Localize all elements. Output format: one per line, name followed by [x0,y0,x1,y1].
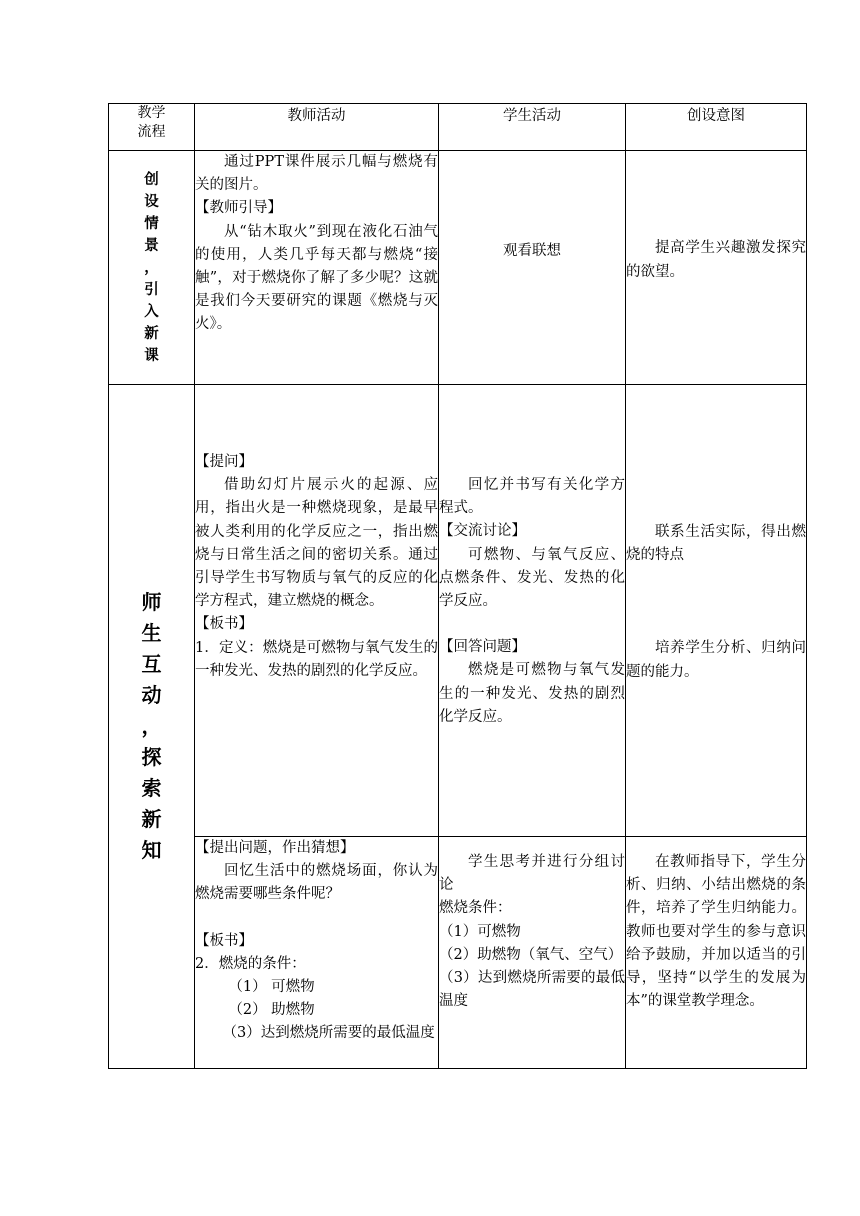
intent-text: 提高学生兴趣激发探究的欲望。 [626,240,806,280]
stage-char: 新 [144,325,159,342]
header-teacher: 教师活动 [195,104,439,151]
intent-text: 在教师指导下，学生分析、归纳、小结出燃烧的条件，培养了学生归纳能力。教师也要对学生的参与意识给予鼓励，并加以适当的引导，坚持“以学生的发展为本”的课堂教学理念。 [626,854,806,1010]
stage-char: ， [141,714,162,738]
student-tag: 【回答问题】 [439,639,526,656]
teacher-activity-conditions [195,837,439,1069]
teacher-text: 借助幻灯片展示火的起源、应用，指出火是一种燃烧现象，是最早被人类利用的化学反应之一，指出燃烧与日常生活之间的密切关系。通过引导学生书写物质与氧气的反应的化学方程式，建立燃烧的概念。 [195,477,438,610]
stage-label-intro [109,151,195,385]
stage-char: 知 [141,838,162,862]
teacher-text: 2．燃烧的条件： [195,955,306,972]
teacher-tag: 【板书】 [195,932,253,949]
student-tag: 【交流讨论】 [439,523,526,540]
stage-char: 引 [144,281,159,298]
teacher-tag: 【提出问题，作出猜想】 [195,840,355,856]
stage-char: 索 [141,776,162,800]
stage-char: 设 [144,193,159,210]
student-text: 回忆并书写有关化学方程式。 [439,477,625,517]
stage-char: 师 [141,590,162,614]
condition-item: （1） 可燃物 [228,979,315,996]
section2-row-1 [109,385,807,837]
stage-char: 景 [144,237,159,254]
stage-char: 入 [144,303,159,320]
condition-item: （2） 助燃物 [228,1002,315,1019]
teacher-text: 回忆生活中的燃烧场面，你认为燃烧需要哪些条件呢？ [195,863,438,903]
condition-item: （3）达到燃烧所需要的最低温度 [439,970,625,1010]
lesson-plan-table [108,103,807,1069]
teacher-tag: 【教师引导】 [195,200,282,217]
section1-row [109,151,807,385]
student-text: 燃烧条件： [439,900,512,917]
condition-item: （1）可燃物 [439,923,521,940]
student-text: 观看联想 [503,242,561,259]
header-intent: 创设意图 [626,104,807,151]
teacher-text: 通过PPT课件展示几幅与燃烧有关的图片。 [195,154,438,194]
header-row [109,104,807,151]
intent-intro [626,151,807,385]
intent-text: 联系生活实际，得出燃烧的特点 [626,524,806,564]
student-activity-conditions [439,837,626,1069]
stage-char: ， [144,259,159,276]
teacher-activity-intro [195,151,439,385]
teacher-text: 从“钻木取火”到现在液化石油气的使用，人类几乎每天都与燃烧“接触”，对于燃烧你了解了多少呢？这就是我们今天要研究的课题《燃烧与灭火》。 [195,223,438,333]
stage-char: 新 [141,807,162,831]
stage-char: 情 [144,215,159,232]
header-student: 学生活动 [439,104,626,151]
student-activity-intro [439,151,626,385]
teacher-tag: 【提问】 [195,454,253,470]
condition-item: （3）达到燃烧所需要的最低温度 [222,1025,435,1042]
stage-char: 课 [144,347,159,364]
stage-char: 动 [141,683,162,707]
stage-char: 互 [141,652,162,676]
student-activity-discuss [439,385,626,837]
student-text: 燃烧是可燃物与氧气发生的一种发光、发热的剧烈化学反应。 [439,662,625,725]
stage-label-explore [109,385,195,1069]
student-text: 学生思考并进行分组讨论 [439,854,625,894]
section2-row-2 [109,837,807,1069]
teacher-activity-question [195,385,439,837]
intent-features [626,385,807,837]
stage-char: 创 [144,171,159,188]
condition-item: （2）助燃物（氧气、空气） [439,946,623,963]
teacher-text: 1．定义：燃烧是可燃物与氧气发生的一种发光、发热的剧烈的化学反应。 [195,639,438,679]
stage-char: 探 [141,745,162,769]
header-stage-text: 教学流程 [137,105,166,140]
student-text: 可燃物、与氧气反应、点燃条件、发光、发热的化学反应。 [439,546,625,610]
intent-conditions [626,837,807,1069]
stage-char: 生 [141,621,162,645]
teacher-tag: 【板书】 [195,616,253,633]
header-stage [109,104,195,151]
intent-text: 培养学生分析、归纳问题的能力。 [626,640,806,680]
